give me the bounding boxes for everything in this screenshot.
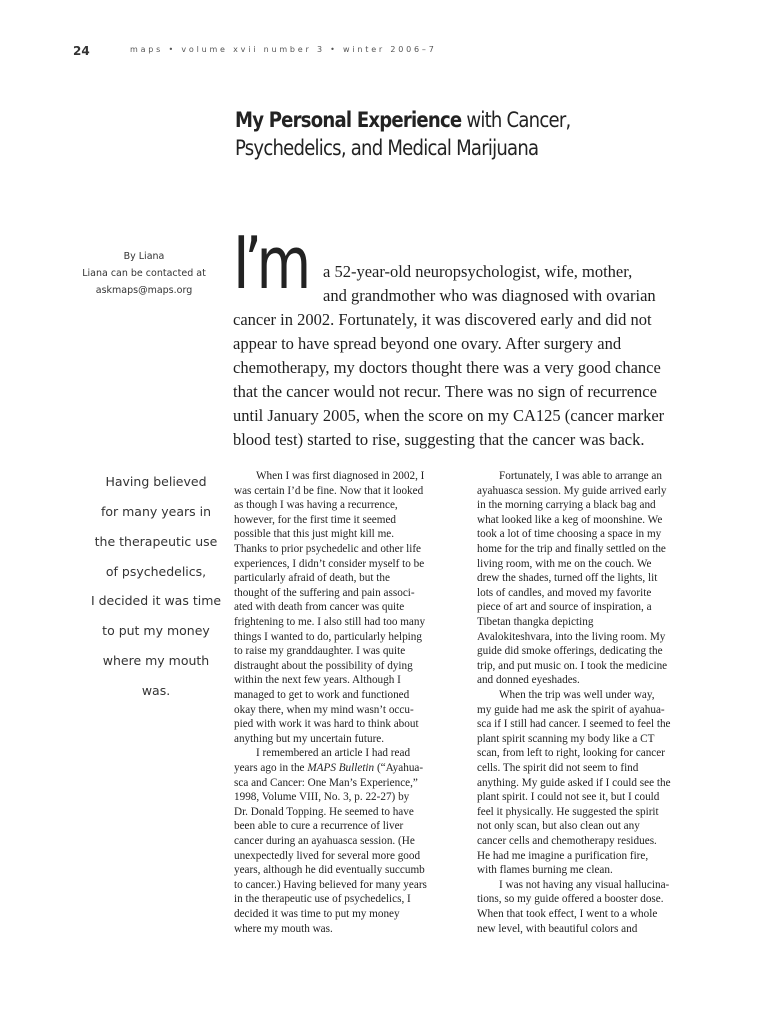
body-line: decided it was time to put my money (234, 908, 400, 920)
body-line: drew the shades, turned off the lights, lit (477, 572, 658, 585)
body-line: possible that this just might kill me. (234, 528, 395, 541)
byline-author: By Liana (123, 251, 165, 262)
body-line: frightening to me. I also still had too many (234, 616, 426, 628)
title-line-2: Psychedelics, and Medical Marijuana (235, 136, 539, 160)
body-line: guide did smoke offerings, dedicating the (477, 645, 663, 658)
byline (76, 248, 212, 299)
intro-line: and grandmother who was diagnosed with ovarian (323, 286, 656, 305)
article-title (235, 106, 596, 162)
body-line: things I wanted to do, particularly helping (234, 630, 422, 643)
body-line: He had me imagine a purification fire, (477, 849, 649, 862)
pull-quote-line: the therapeutic use (94, 534, 218, 549)
body-line: anything but my uncertain future. (234, 732, 385, 745)
body-line: sca if I still had cancer. I seemed to feel the (477, 718, 671, 731)
body-line: When the trip was well under way, (499, 689, 655, 701)
body-line: to cancer.) Having believed for many years (234, 878, 427, 891)
body-line: ayahuasca session. My guide arrived early (477, 484, 667, 497)
body-line: new level, with beautiful colors and (477, 922, 638, 935)
pull-quote-line: where my mouth (102, 653, 210, 668)
body-line: distraught about the possibility of dying (234, 659, 413, 672)
body-line: within the next few years. Although I (234, 674, 401, 687)
body-line: home for the trip and finally settled on the (477, 543, 666, 555)
body-line: I remembered an article I had read (256, 747, 411, 760)
title-rest: with Cancer, (461, 108, 571, 132)
body-line: was certain I’d be fine. Now that it looked (234, 484, 424, 497)
pull-quote-line: I decided it was time (90, 593, 222, 608)
body-line: where my mouth was. (234, 922, 333, 935)
title-line-1 (235, 106, 596, 134)
body-line: Avalokiteshvara, into the living room. My (477, 630, 666, 643)
pull-quote-line: was. (141, 683, 171, 698)
intro-line: that the cancer would not recur. There was no sign of recurrence (233, 382, 657, 401)
body-line: been able to cure a recurrence of liver (234, 820, 404, 833)
body-line: ated with death from cancer was quite (234, 601, 405, 614)
body-line: scan, from left to right, looking for cancer (477, 747, 665, 760)
body-line: Tibetan thangka depicting (477, 616, 594, 628)
body-line: tions, so my guide offered a booster dose. (477, 893, 664, 906)
body-line: in the morning carrying a black bag and (477, 499, 656, 512)
body-line: unexpectedly lived for several more good (234, 849, 421, 862)
body-line-end: (“Ayahua- (374, 762, 424, 774)
body-line: what looked like a keg of moonshine. We (477, 513, 663, 526)
body-line: plant spirit scanning my body like a CT (477, 732, 655, 745)
body-line: took a lot of time choosing a space in my (477, 528, 662, 541)
body-line: cells. The spirit did not seem to find (477, 762, 639, 774)
body-line: thought of the suffering and pain associ- (234, 586, 415, 599)
body-line: in the therapeutic use of psychedelics, I (234, 893, 411, 906)
body-line: piece of art and source of inspiration, a (477, 601, 652, 614)
body-line: experiences, I didn’t consider myself to be (234, 557, 425, 570)
body-line: as though I was having a recurrence, (234, 499, 398, 512)
intro-line: chemotherapy, my doctors thought there was a very good chance (233, 358, 661, 377)
pull-quote-line: to put my money (102, 623, 210, 638)
intro-line: cancer in 2002. Fortunately, it was discovered early and did not (233, 310, 652, 329)
body-line: Dr. Donald Topping. He seemed to have (234, 805, 414, 818)
title-bold: My Personal Experience (235, 108, 462, 132)
body-line: years, although he did eventually succumb (234, 864, 425, 877)
running-head: maps • volume xvii number 3 • winter 2006–7 (130, 45, 437, 54)
body-line: pied with work it was hard to think about (234, 718, 419, 731)
body-line: feel it physically. He suggested the spirit (477, 805, 659, 818)
byline-email: askmaps@maps.org (95, 285, 193, 296)
pull-quote-line: for many years in (100, 504, 212, 519)
intro-line: a 52-year-old neuropsychologist, wife, mother, (323, 262, 633, 281)
body-line: particularly afraid of death, but the (234, 572, 390, 585)
body-line: living room, with me on the couch. We (477, 557, 652, 570)
body-line: managed to get to work and functioned (234, 689, 410, 701)
body-line: anything. My guide asked if I could see the (477, 776, 671, 789)
body-line: Thanks to prior psychedelic and other life (234, 543, 422, 555)
pull-quote-line: of psychedelics, (105, 564, 207, 579)
body-line: plant spirit. I could not see it, but I could (477, 791, 660, 804)
body-line: not only scan, but also clean out any (477, 820, 640, 833)
body-line: however, for the first time it seemed (234, 513, 397, 526)
page-number: 24 (73, 44, 90, 58)
body-line: lots of candles, and moved my favorite (477, 586, 652, 599)
body-line: Fortunately, I was able to arrange an (499, 470, 662, 482)
body-line: trip, and put music on. I took the medicine (477, 659, 668, 672)
body-line: with flames burning me clean. (477, 864, 613, 877)
body-line (234, 761, 423, 776)
body-line: When I was first diagnosed in 2002, I (256, 470, 425, 482)
body-line: cancer cells and chemotherapy residues. (477, 835, 657, 847)
intro-line: blood test) started to rise, suggesting that the cancer was back. (233, 430, 645, 449)
body-line-start: years ago in the (234, 762, 308, 774)
body-line: and donned eyeshades. (477, 674, 580, 687)
pull-quote-line: Having believed (105, 474, 207, 489)
intro-line: appear to have spread beyond one ovary. After surgery and (233, 334, 622, 353)
body-line: okay there, when my mind wasn’t occu- (234, 703, 414, 716)
publication-name: MAPS Bulletin (307, 762, 375, 774)
body-line: my guide had me ask the spirit of ayahua- (477, 703, 665, 716)
body-line: cancer during an ayahuasca session. (He (234, 835, 415, 847)
body-line: When that took effect, I went to a whole (477, 908, 658, 920)
body-line: I was not having any visual hallucina- (499, 878, 670, 891)
body-line: to raise my granddaughter. I was quite (234, 645, 406, 658)
intro-line: until January 2005, when the score on my CA125 (cancer marker (233, 406, 665, 425)
drop-cap: I’m (233, 221, 306, 305)
body-line: sca and Cancer: One Man’s Experience,” (234, 776, 418, 789)
byline-contact: Liana can be contacted at (82, 268, 206, 279)
body-line: 1998, Volume VIII, No. 3, p. 22-27) by (234, 791, 410, 804)
